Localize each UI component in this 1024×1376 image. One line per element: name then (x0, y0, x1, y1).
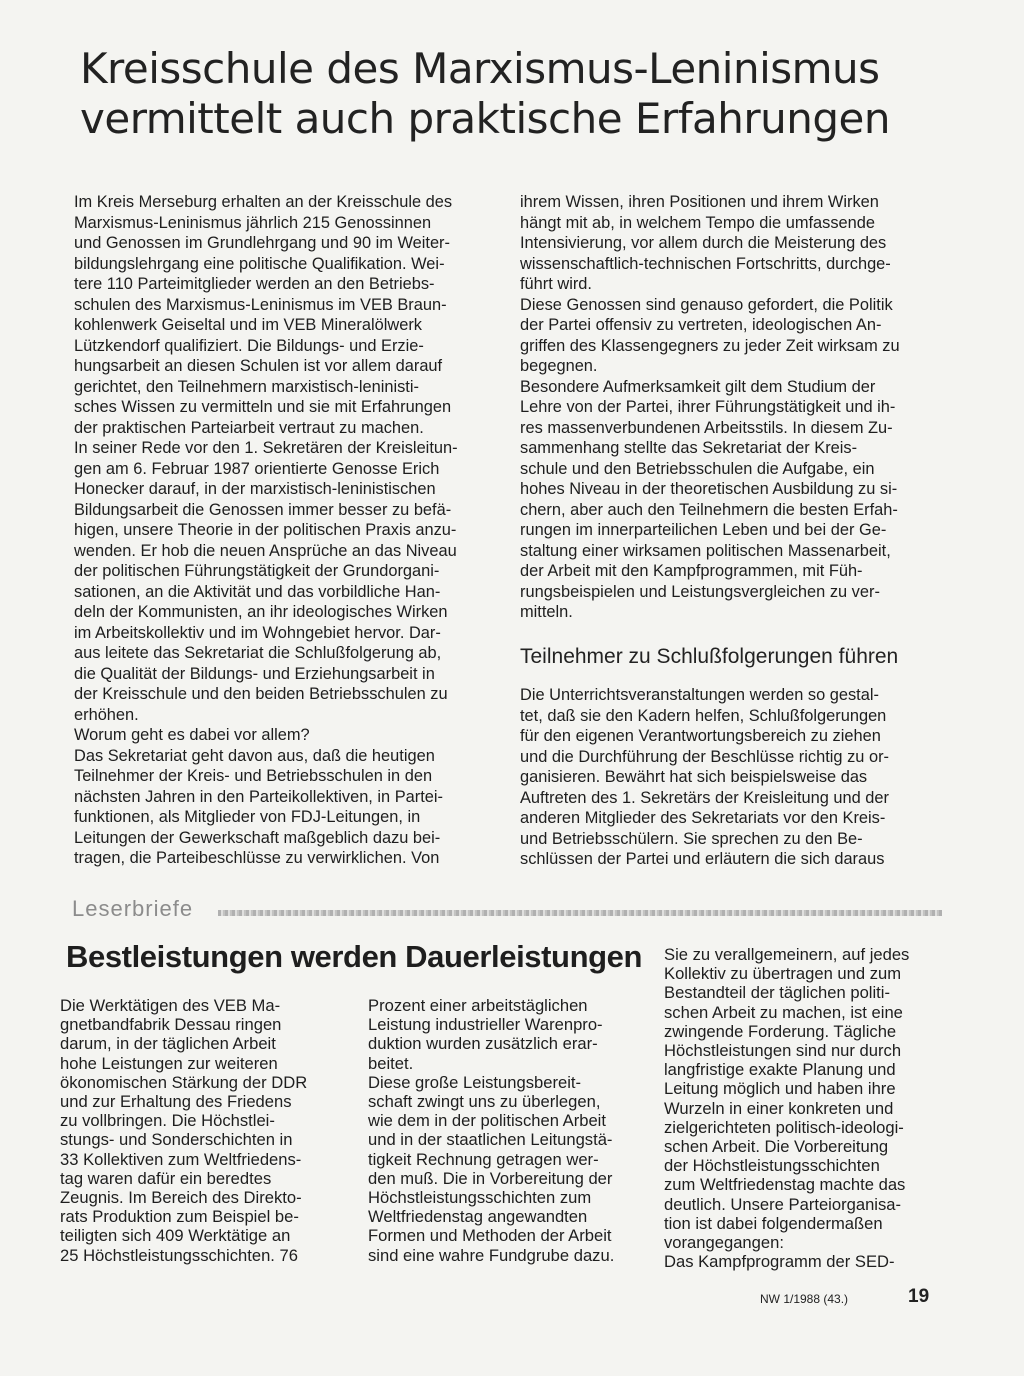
text-line: Formen und Methoden der Arbeit (368, 1226, 612, 1246)
text-line: der Kreisschule und den beiden Betriebsschulen zu (74, 685, 448, 703)
article-subheading: Teilnehmer zu Schlußfolgerungen führen (520, 645, 899, 668)
text-line: wissenschaftlich-technischen Fortschritts, durchge- (520, 254, 891, 273)
text-line: sammenhang stellte das Sekretariat der Kreis- (520, 439, 858, 457)
text-line: den muß. Die in Vorbereitung der (368, 1168, 613, 1188)
section-divider (218, 910, 942, 916)
text-line: deutlich. Unsere Parteiorganisa- (664, 1194, 902, 1214)
text-line: der politischen Führungstätigkeit der Grundorgani- (74, 562, 440, 580)
text-line: Höchstleistungen sind nur durch (664, 1041, 902, 1061)
text-line: Zeugnis. Im Bereich des Direkto- (60, 1188, 302, 1208)
text-line: zielgerichteten politisch-ideologi- (664, 1117, 904, 1137)
text-line: sches Wissen zu vermitteln und sie mit Erfahrungen (74, 398, 452, 416)
text-line: funktionen, als Mitglieder von FDJ-Leitungen, in (74, 808, 421, 826)
page-number: 19 (908, 1286, 930, 1307)
text-line: schule und den Betriebsschulen die Aufgabe, ein (520, 459, 875, 478)
text-line: sationen, an die Aktivität und das vorbildliche Han- (74, 582, 441, 601)
text-line: beitet. (368, 1053, 414, 1073)
text-line: Sie zu verallgemeinern, auf jedes (664, 945, 910, 964)
text-line: und Genossen im Grundlehrgang und 90 im Weiter- (74, 234, 450, 252)
text-line: hungsarbeit an diesen Schulen ist vor allem darauf (74, 357, 443, 375)
text-line: Worum geht es dabei vor allem? (74, 726, 310, 744)
text-line: Diese Genossen sind genauso gefordert, die Politik (520, 295, 893, 314)
article-left-column (74, 192, 494, 869)
text-line: der Arbeit mit den Kampfprogrammen, mit Füh- (520, 562, 863, 580)
text-line: Besondere Aufmerksamkeit gilt dem Studium der (520, 377, 876, 396)
text-line: zum Weltfriedenstag machte das (664, 1175, 906, 1195)
text-line: für den eigenen Verantwortungsbereich zu ziehen (520, 727, 881, 745)
text-line: rungsbeispielen und Leistungsvergleichen zu ver- (520, 582, 880, 601)
text-line: Das Kampfprogramm der SED- (664, 1252, 895, 1272)
text-line: schulen des Marxismus-Leninismus im VEB Braun- (74, 295, 447, 314)
text-line: Kollektiv zu übertragen und zum (664, 964, 902, 984)
text-line: 25 Höchstleistungsschichten. 76 (60, 1245, 298, 1265)
text-line: Auftreten des 1. Sekretärs der Kreisleitung und der (520, 788, 889, 807)
text-line: Im Kreis Merseburg erhalten an der Kreisschule des (74, 193, 453, 211)
text-line: Das Sekretariat geht davon aus, daß die heutigen (74, 746, 435, 765)
text-line: tragen, die Parteibeschlüsse zu verwirklichen. Von (74, 849, 440, 867)
text-line: higen, unsere Theorie in der politischen Praxis anzu- (74, 521, 457, 539)
issue-reference: NW 1/1988 (43.) (760, 1292, 849, 1306)
text-line: tag waren dafür ein beredtes (60, 1168, 272, 1188)
letters-column-1 (60, 996, 340, 1265)
text-line: der Höchstleistungsschichten (664, 1156, 880, 1176)
text-line: ökonomischen Stärkung der DDR (60, 1072, 308, 1092)
text-line: tigkeit Rechnung getragen wer- (368, 1149, 599, 1169)
text-line: Honecker darauf, in der marxistisch-leninistischen (74, 480, 436, 498)
text-line: darum, in der täglichen Arbeit (60, 1034, 276, 1054)
text-line: zwingende Forderung. Tägliche (664, 1021, 897, 1041)
text-line: anderen Mitglieder des Sekretariats vor den Kreis- (520, 809, 886, 827)
text-line: Die Werktätigen des VEB Ma- (60, 996, 281, 1015)
text-line: langfristige exakte Planung und (664, 1060, 896, 1080)
text-line: mitteln. (520, 603, 573, 621)
text-line: hohes Niveau in der theoretischen Ausbildung zu si- (520, 480, 898, 498)
text-line: hängt mit ab, in welchem Tempo die umfassende (520, 213, 876, 232)
text-line: gen am 6. Februar 1987 orientierte Genosse Erich (74, 459, 440, 478)
text-line: griffen des Klassengegners zu jeder Zeit wirksam zu (520, 336, 900, 355)
text-line: tet, daß sie den Kadern helfen, Schlußfolgerungen (520, 706, 887, 725)
text-line: schlüssen der Partei und erläutern die sich daraus (520, 850, 885, 868)
text-line: Bestandteil der täglichen politi- (664, 983, 890, 1003)
text-line: ihrem Wissen, ihren Positionen und ihrem Wirken (520, 193, 879, 211)
text-line: rungen im innerparteilichen Leben und bei der Ge- (520, 521, 887, 539)
text-line: Marxismus-Leninismus jährlich 215 Genossinnen (74, 213, 432, 232)
text-line: der praktischen Parteiarbeit vertraut zu machen. (74, 418, 424, 437)
text-line: deln der Kommunisten, an ihr ideologisches Wirken (74, 603, 448, 621)
text-line: schaft zwingt uns zu überlegen, (368, 1092, 601, 1112)
text-line: sind eine wahre Fundgrube dazu. (368, 1245, 615, 1265)
text-line: Prozent einer arbeitstäglichen (368, 996, 588, 1015)
text-line: schen Arbeit zu machen, ist eine (664, 1002, 903, 1022)
text-line: Wurzeln in einer konkreten und (664, 1098, 894, 1118)
text-line: Lehre von der Partei, ihrer Führungstätigkeit und ih- (520, 398, 896, 416)
text-line: wenden. Er hob die neuen Ansprüche an das Niveau (74, 541, 457, 560)
text-line: tion ist dabei folgendermaßen (664, 1213, 883, 1233)
text-line: Leitung möglich und haben ihre (664, 1079, 896, 1099)
letters-column-3 (664, 945, 936, 1271)
letters-column-2 (368, 996, 638, 1265)
text-line: der Partei offensiv zu vertreten, ideologischen An- (520, 316, 882, 334)
text-line: res massenverbundenen Arbeitsstils. In diesem Zu- (520, 418, 893, 437)
text-line: Intensivierung, vor allem durch die Meisterung des (520, 234, 887, 252)
text-line: Teilnehmer der Kreis- und Betriebsschulen in den (74, 767, 433, 785)
text-line: Lützkendorf qualifiziert. Die Bildungs- und Erzie- (74, 336, 424, 355)
text-line: teiligten sich 409 Werktätige an (60, 1226, 291, 1246)
text-line: tere 110 Parteimitglieder werden an den Betriebs- (74, 275, 435, 293)
text-line: Bildungsarbeit die Genossen immer besser zu befä- (74, 500, 452, 519)
text-line: 33 Kollektiven zum Weltfriedens- (60, 1149, 302, 1169)
text-line: begegnen. (520, 357, 598, 375)
text-line: im Arbeitskollektiv und im Wohngebiet hervor. Dar- (74, 623, 441, 642)
article-right-column (520, 192, 944, 623)
text-line: Weltfriedenstag angewandten (368, 1207, 588, 1227)
text-line: duktion wurden zusätzlich erar- (368, 1034, 598, 1054)
text-line: ganisieren. Bewährt hat sich beispielsweise das (520, 768, 868, 786)
text-line: In seiner Rede vor den 1. Sekretären der Kreisleitun- (74, 439, 458, 457)
text-line: und in der staatlichen Leitungstä- (368, 1130, 613, 1150)
text-line: Leitungen der Gewerkschaft maßgeblich dazu bei- (74, 828, 441, 847)
text-line: schen Arbeit. Die Vorbereitung (664, 1137, 889, 1157)
text-line: kohlenwerk Geiseltal und im VEB Mineralölwerk (74, 316, 422, 334)
text-line: Die Unterrichtsveranstaltungen werden so gestal- (520, 686, 879, 704)
text-line: und zur Erhaltung des Friedens (60, 1092, 292, 1112)
article-right-column-continued (520, 685, 944, 870)
text-line: staltung einer wirksamen politischen Massenarbeit, (520, 541, 891, 560)
text-line: und Betriebsschülern. Sie sprechen zu den Be- (520, 829, 863, 848)
text-line: gnetbandfabrik Dessau ringen (60, 1015, 282, 1035)
text-line: hohe Leistungen zur weiteren (60, 1053, 278, 1073)
text-line: führt wird. (520, 275, 592, 293)
text-line: zu vollbringen. Die Höchstlei- (60, 1111, 275, 1131)
text-line: aus leitete das Sekretariat die Schlußfolgerung ab, (74, 644, 442, 662)
text-line: die Qualität der Bildungs- und Erziehungsarbeit in (74, 664, 435, 683)
text-line: stungs- und Sonderschichten in (60, 1130, 293, 1150)
section-tag-letters: Leserbriefe (72, 896, 194, 921)
text-line: Höchstleistungsschichten zum (368, 1188, 592, 1208)
text-line: und die Durchführung der Beschlüsse richtig zu or- (520, 747, 889, 766)
text-line: wie dem in der politischen Arbeit (368, 1111, 606, 1131)
letters-headline: Bestleistungen werden Dauerleistungen (66, 939, 643, 974)
text-line: vorangegangen: (664, 1233, 784, 1253)
text-line: Diese große Leistungsbereit- (368, 1072, 582, 1092)
text-line: rats Produktion zum Beispiel be- (60, 1207, 299, 1227)
text-line: erhöhen. (74, 705, 139, 724)
text-line: bildungslehrgang eine politische Qualifikation. Wei- (74, 254, 445, 273)
text-line: Leistung industrieller Warenpro- (368, 1015, 603, 1035)
text-line: gerichtet, den Teilnehmern marxistisch-leninisti- (74, 377, 419, 396)
text-line: chern, aber auch den Teilnehmern die besten Erfah- (520, 500, 898, 519)
headline-line-2: vermittelt auch praktische Erfahrungen (80, 94, 890, 143)
article-headline (80, 44, 960, 144)
headline-line-1: Kreisschule des Marxismus-Leninismus (80, 44, 880, 93)
text-line: nächsten Jahren in den Parteikollektiven, in Partei- (74, 787, 443, 806)
